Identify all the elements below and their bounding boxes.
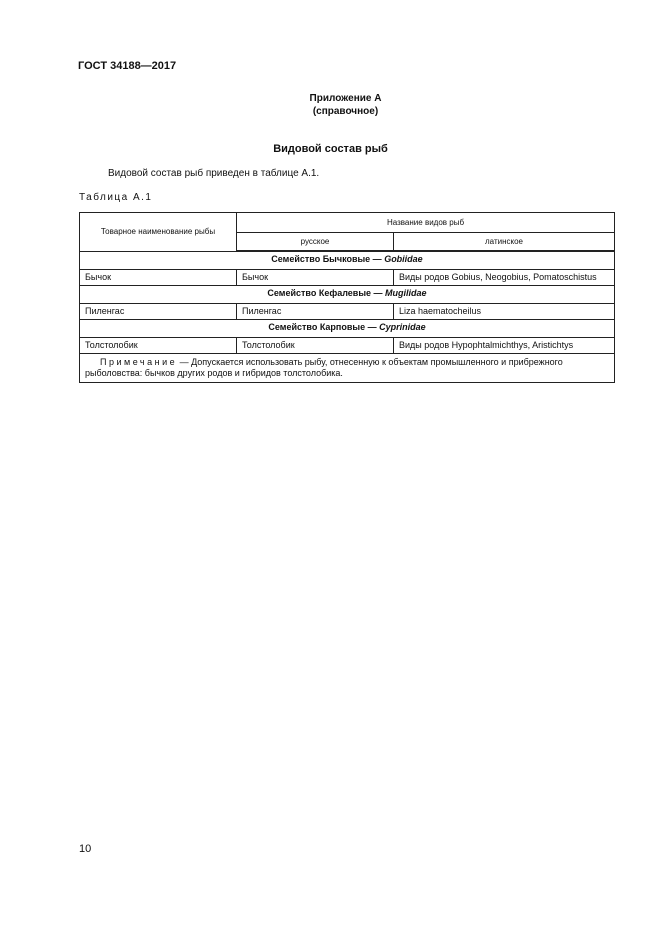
appendix-heading [0,92,661,118]
cell-latin: Виды родов Hypophtalmichthys, Aristichtys [394,338,615,354]
appendix-subtitle: (справочное) [312,106,379,117]
note-label: Примечание [100,357,178,367]
table-caption: Таблица А.1 [79,192,153,203]
table-note [80,354,615,383]
intro-paragraph: Видовой состав рыб приведен в таблице А.1. [108,168,320,179]
page-number: 10 [79,843,92,855]
appendix-title: Приложение А [309,93,382,104]
family-latin: Cyprinidae [379,322,426,332]
family-title [80,320,615,338]
cell-trade: Толстолобик [80,338,237,354]
header-trade-name: Товарное наименование рыбы [80,213,237,252]
table-row [80,304,615,320]
cell-latin: Liza haematocheilus [394,304,615,320]
table-header-row-1 [80,213,615,233]
note-row [80,354,615,383]
family-title [80,286,615,304]
family-latin: Mugilidae [385,288,427,298]
family-prefix: Семейство Бычковые — [271,254,385,264]
cell-russian: Пиленгас [237,304,394,320]
cell-latin: Виды родов Gobius, Neogobius, Pomatoschistus [394,270,615,286]
family-row-gobiidae [80,251,615,270]
cell-trade: Бычок [80,270,237,286]
cell-russian: Бычок [237,270,394,286]
note-text: — Допускается использовать рыбу, отнесенную к объектам промышленного и прибрежного рыболовства: бычков других родов и гибридов толстолобика. [85,357,563,378]
cell-russian: Толстолобик [237,338,394,354]
family-prefix: Семейство Карповые — [268,322,380,332]
family-row-mugilidae [80,286,615,304]
cell-trade: Пиленгас [80,304,237,320]
family-row-cyprinidae [80,320,615,338]
family-latin: Gobiidae [384,254,423,264]
table-row [80,338,615,354]
family-prefix: Семейство Кефалевые — [267,288,386,298]
species-table [79,212,615,383]
header-russian: русское [237,233,394,252]
family-title [80,251,615,270]
table-row [80,270,615,286]
standard-id: ГОСТ 34188—2017 [78,60,177,72]
header-latin: латинское [394,233,615,252]
header-species-name: Название видов рыб [237,213,615,233]
section-title: Видовой состав рыб [273,143,388,155]
